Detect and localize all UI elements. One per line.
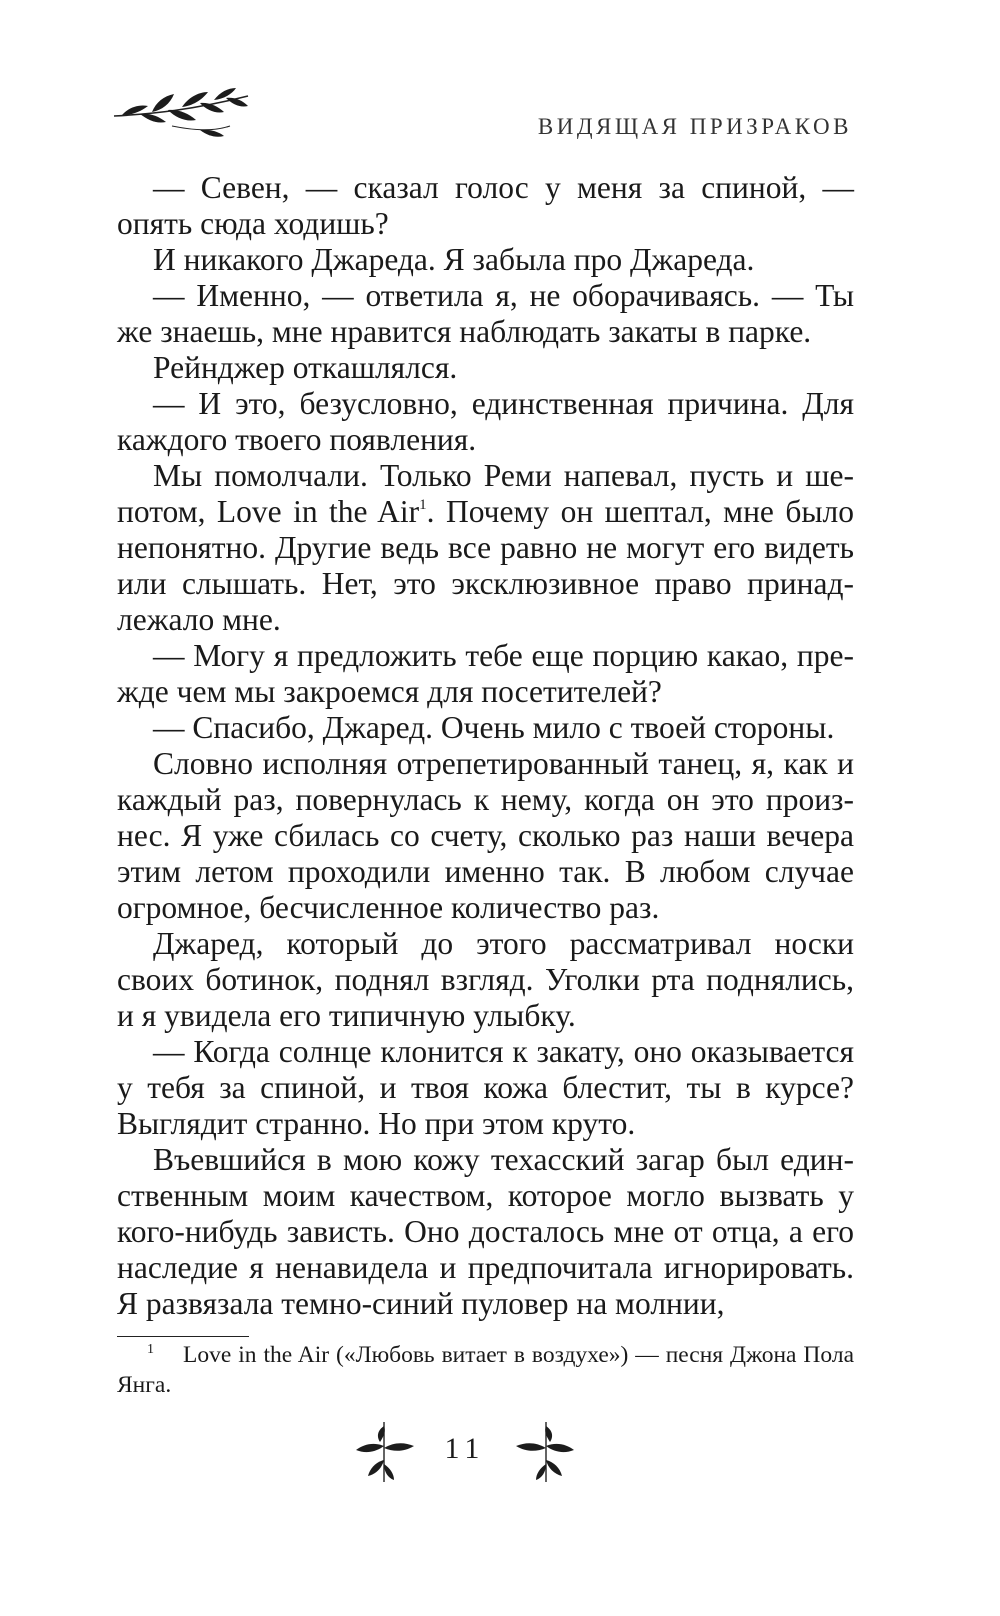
paragraph: Джаред, который до этого рассматривал носки своих ботинок, поднял взгляд. Уголки рта поднялись, и я увидела его типичную улыбку. <box>117 926 854 1033</box>
paragraph: — Севен, — сказал голос у меня за спиной, — опять сюда ходишь? <box>117 170 854 241</box>
leaf-branch-icon <box>112 86 252 144</box>
paragraph: — И это, безусловно, единственная причина. Для каждого твоего появления. <box>117 386 854 457</box>
paragraph: Въевшийся в мою кожу техасский загар был единственным моим качеством, которое могло вызвать у кого-нибудь зависть. Оно досталось мне от отца, а его наследие я ненавидела и предпочитала игнорировать. Я развязала темно-синий пуловер на молнии, <box>117 1142 854 1321</box>
paragraph: — Могу я предложить тебе еще порцию какао, прежде чем мы закроемся для посетителей? <box>117 638 854 709</box>
footnote-divider <box>117 1336 249 1337</box>
leaf-sprig-icon <box>350 1420 418 1484</box>
paragraph: Рейнджер откашлялся. <box>153 350 458 385</box>
footnote-text: Love in the Air («Любовь витает в воздухе») — песня Джона Пола Янга. <box>117 1342 854 1398</box>
folio <box>0 1420 1000 1490</box>
paragraph: — Именно, — ответила я, не оборачиваясь. — Ты же знаешь, мне нравится наблюдать закаты в парке. <box>117 278 854 349</box>
paragraph: — Когда солнце клонится к закату, оно оказывается у тебя за спиной, и твоя кожа блестит, ты в курсе? Выглядит странно. Но при этом круто. <box>117 1034 854 1141</box>
footnote: 1 Love in the Air («Любовь витает в воздухе») — песня Джона Пола Янга. <box>117 1342 854 1398</box>
body-text <box>117 170 854 1322</box>
paragraph: И никакого Джареда. Я забыла про Джареда. <box>153 242 755 277</box>
footnote-reference[interactable]: 1 <box>419 497 427 513</box>
paragraph: Словно исполняя отрепетированный танец, я, как и каждый раз, повернулась к нему, когда он это произнес. Я уже сбилась со счету, сколько раз наши вечера этим летом проходили именно так. В любом случае огромное, бесчисленное количество раз. <box>117 746 854 925</box>
paragraph-text: Мы помолчали. Только Реми напевал, пусть и шепотом, Love in the Air <box>117 458 854 529</box>
paragraph-with-footnote <box>117 458 854 638</box>
page-number: 11 <box>444 1432 486 1465</box>
leaf-sprig-icon <box>512 1420 580 1484</box>
paragraph-text: . Почему он шептал, мне было непонятно. Другие ведь все равно не могут его видеть или слышать. Нет, это эксклюзивное право принадлежало мне. <box>117 494 855 637</box>
paragraph: — Спасибо, Джаред. Очень мило с твоей стороны. <box>153 710 835 745</box>
running-head: ВИДЯЩАЯ ПРИЗРАКОВ <box>537 114 852 139</box>
